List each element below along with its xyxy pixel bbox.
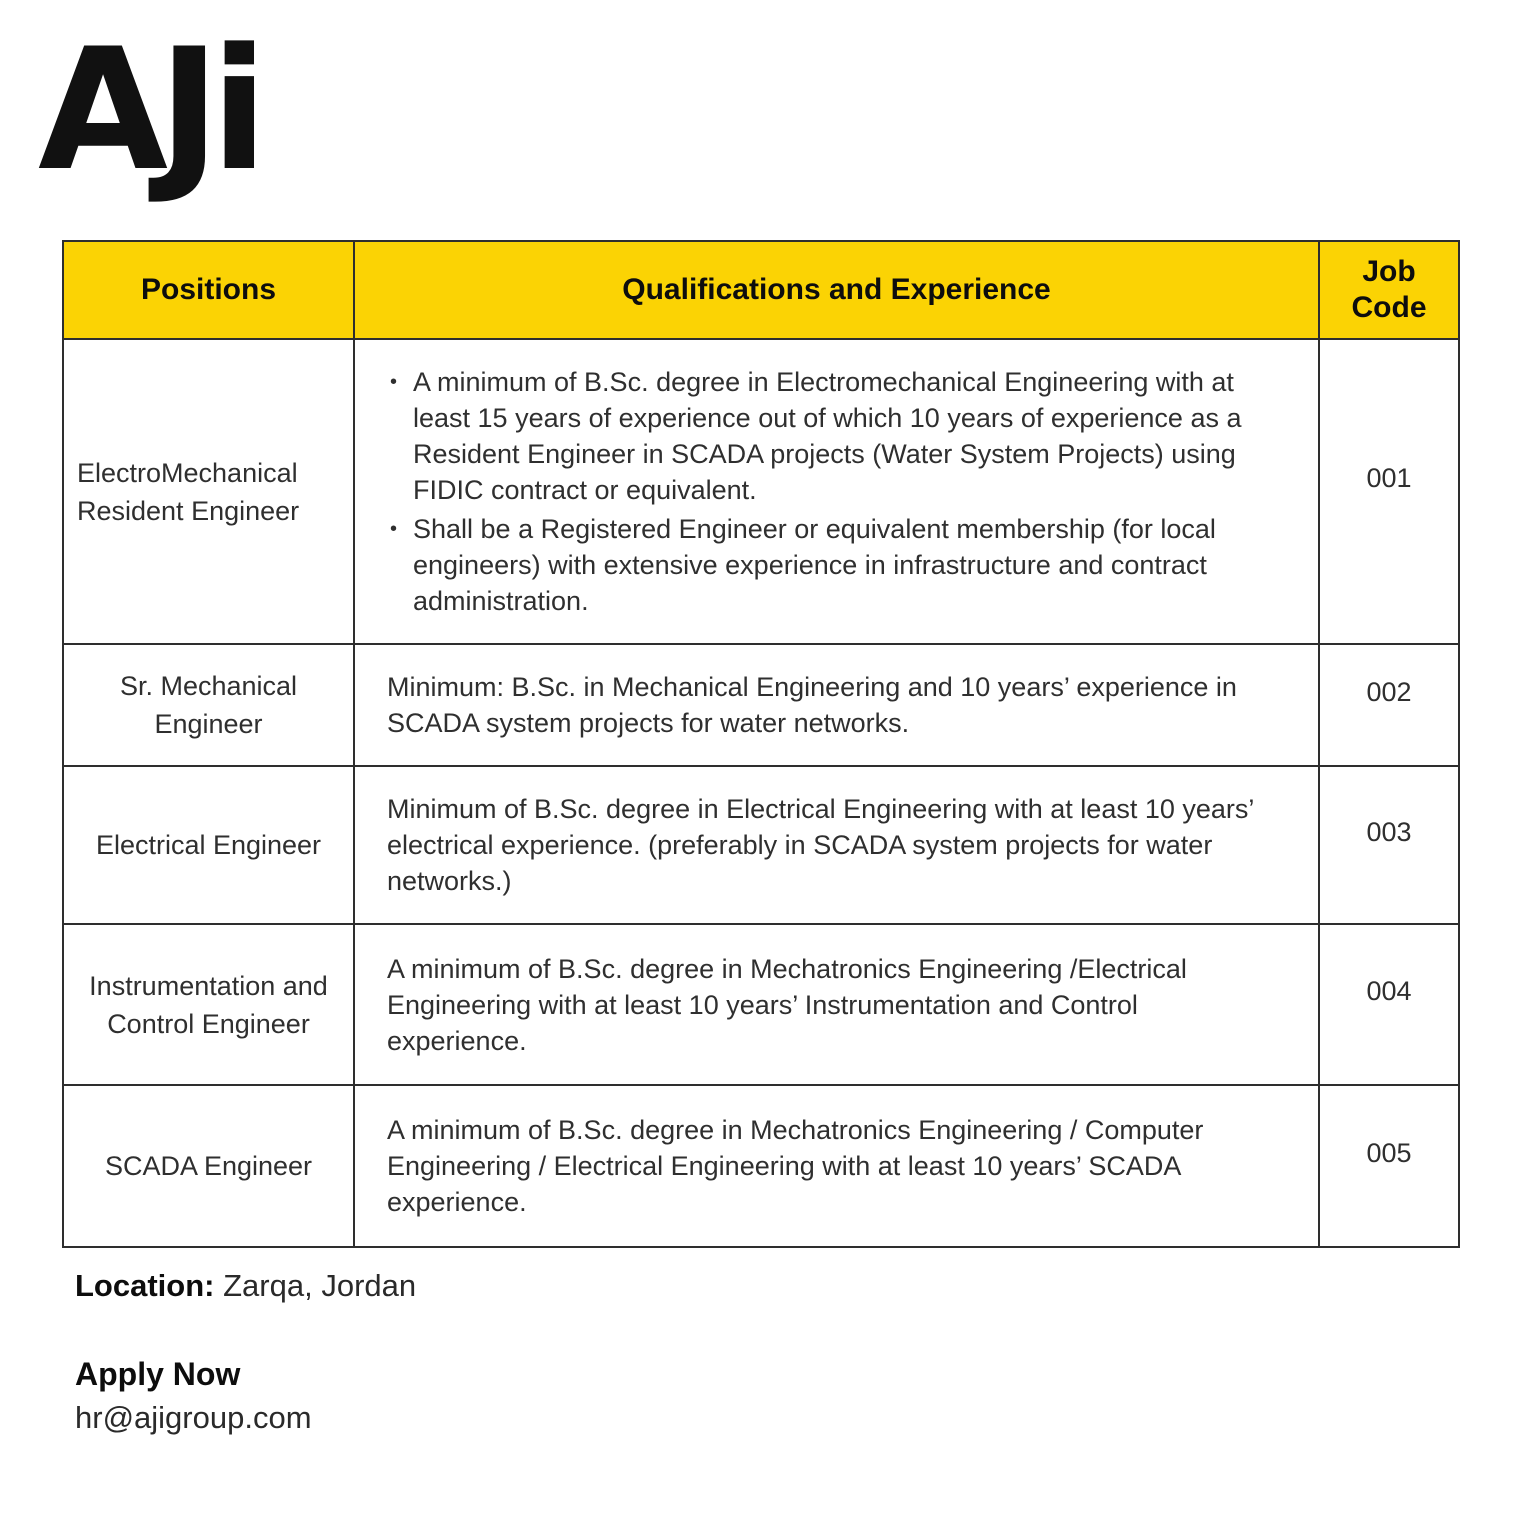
position-cell: ElectroMechanical Resident Engineer (63, 339, 354, 644)
qualification-item: • A minimum of B.Sc. degree in Electromechanical Engineering with at least 15 years of experience out of which 10 years of experience as a Resident Engineer in SCADA projects (Water System Projects) using FIDIC contract or equivalent. (387, 364, 1270, 508)
table-row (63, 1085, 1459, 1247)
qualification-list (387, 364, 1270, 619)
location-label: Location: (75, 1268, 215, 1303)
footer (75, 1266, 416, 1438)
aji-logo: AJi (38, 12, 259, 208)
table-row (63, 766, 1459, 924)
job-code-cell: 003 (1319, 766, 1459, 924)
qualification-cell: A minimum of B.Sc. degree in Mechatronics Engineering /Electrical Engineering with at least 10 years’ Instrumentation and Control experience. (354, 924, 1319, 1085)
table-header-row (63, 241, 1459, 339)
position-cell: Sr. Mechanical Engineer (63, 644, 354, 766)
positions-table (62, 240, 1460, 1248)
col-header-positions: Positions (63, 241, 354, 339)
location-line (75, 1266, 416, 1306)
location-value: Zarqa, Jordan (223, 1268, 417, 1303)
job-code-cell: 004 (1319, 924, 1459, 1085)
col-header-qualifications: Qualifications and Experience (354, 241, 1319, 339)
position-cell: SCADA Engineer (63, 1085, 354, 1247)
table-row (63, 339, 1459, 644)
qualification-cell: A minimum of B.Sc. degree in Mechatronics Engineering / Computer Engineering / Electrical Engineering with at least 10 years’ SCADA experience. (354, 1085, 1319, 1247)
table-row (63, 644, 1459, 766)
job-code-cell: 001 (1319, 339, 1459, 644)
col-header-job-code: Job Code (1319, 241, 1459, 339)
apply-now-label: Apply Now (75, 1356, 241, 1392)
qualification-cell (354, 339, 1319, 644)
qualification-item: • Shall be a Registered Engineer or equivalent membership (for local engineers) with extensive experience in infrastructure and contract administration. (387, 511, 1270, 619)
job-code-cell: 005 (1319, 1085, 1459, 1247)
qualification-cell: Minimum: B.Sc. in Mechanical Engineering and 10 years’ experience in SCADA system projects for water networks. (354, 644, 1319, 766)
table-row (63, 924, 1459, 1085)
email-address: hr@ajigroup.com (75, 1400, 312, 1435)
qualification-cell: Minimum of B.Sc. degree in Electrical Engineering with at least 10 years’ electrical experience. (preferably in SCADA system projects for water networks.) (354, 766, 1319, 924)
job-code-cell: 002 (1319, 644, 1459, 766)
position-cell: Instrumentation and Control Engineer (63, 924, 354, 1085)
position-cell: Electrical Engineer (63, 766, 354, 924)
